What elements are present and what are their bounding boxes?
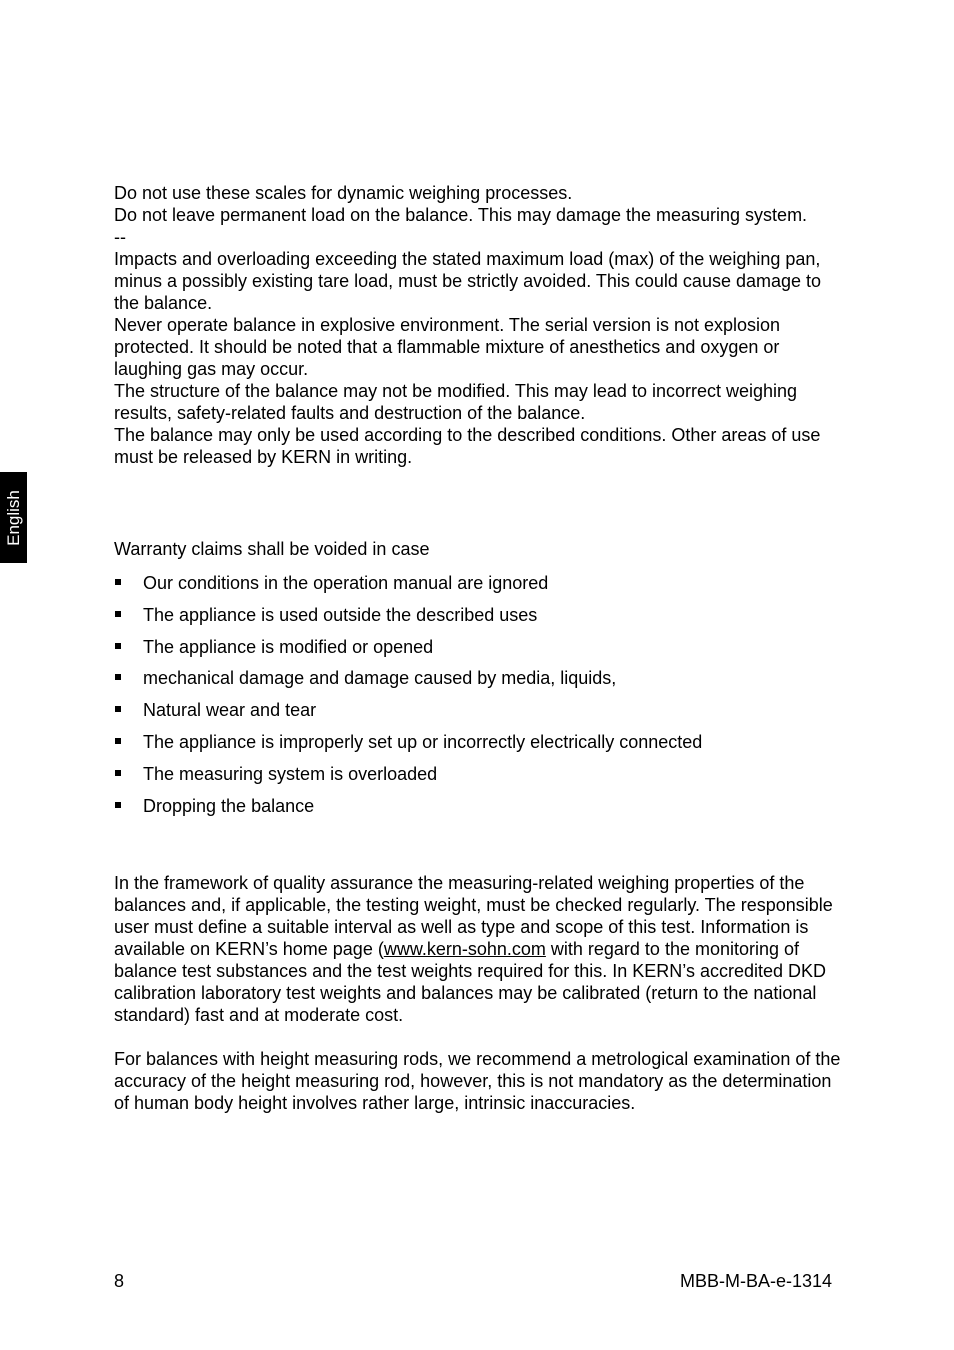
bullet-square-icon: [115, 770, 121, 776]
language-tab-label: English: [3, 489, 23, 546]
usage-paragraph: The structure of the balance may not be modified. This may lead to incorrect weighing results, safety-related faults and destruction of the balance.: [114, 381, 798, 423]
bullet-square-icon: [115, 674, 121, 680]
usage-notes: [114, 182, 841, 468]
monitoring-text-end: with regard to the monitoring of balance test substances and the test weights required for this. In KERN’s accredited DKD calibration laboratory test weights and balances may be calibrated (return to the national standard) fast and at moderate cost.: [114, 939, 827, 1025]
list-item: [114, 795, 841, 827]
bullet-square-icon: [115, 579, 121, 585]
usage-paragraph: Impacts and overloading exceeding the stated maximum load (max) of the weighing pan, minus a possibly existing tare load, must be strictly avoided. This could cause damage to the balance.: [114, 249, 822, 313]
list-item-text: mechanical damage and damage caused by media, liquids,: [143, 668, 617, 689]
usage-paragraph: Never operate balance in explosive environment. The serial version is not explosion protected. It should be noted that a flammable mixture of anesthetics and oxygen or laughing gas may occur.: [114, 315, 781, 379]
list-item-text: Dropping the balance: [143, 795, 315, 816]
bullet-square-icon: [115, 738, 121, 744]
list-item: [114, 572, 841, 604]
list-item: [114, 731, 841, 763]
usage-paragraph: Do not use these scales for dynamic weighing processes.: [114, 183, 573, 203]
list-item: [114, 636, 841, 668]
list-item-text: Our conditions in the operation manual are ignored: [143, 573, 549, 593]
list-item-text: The measuring system is overloaded: [143, 763, 438, 784]
list-item: [114, 667, 841, 699]
height-rod-paragraph: For balances with height measuring rods, we recommend a metrological examination of the accuracy of the height measuring rod, however, this is not mandatory as the determination of human body height involves rather large, intrinsic inaccuracies.: [114, 1049, 841, 1113]
list-item-text: The appliance is modified or opened: [143, 636, 434, 657]
bullet-square-icon: [115, 643, 121, 649]
usage-paragraph: The balance may only be used according to the described conditions. Other areas of use must be released by KERN in writing.: [114, 425, 821, 467]
list-item: [114, 763, 841, 795]
bullet-square-icon: [115, 611, 121, 617]
kern-website-link[interactable]: www.kern-sohn.com: [383, 939, 546, 959]
warranty-intro: [114, 538, 841, 560]
list-item-text: The appliance is improperly set up or incorrectly electrically connected: [143, 731, 703, 752]
document-code: MBB-M-BA-e-1314: [679, 1271, 832, 1291]
list-item: [114, 604, 841, 636]
warranty-intro-text: Warranty claims shall be voided in case: [114, 539, 430, 559]
bullet-square-icon: [115, 706, 121, 712]
list-item-text: The appliance is used outside the described uses: [143, 604, 538, 625]
usage-paragraph: --: [114, 227, 126, 247]
bullet-square-icon: [115, 802, 121, 808]
list-item-text: Natural wear and tear: [143, 700, 317, 721]
language-tab: [0, 472, 27, 563]
list-item: [114, 699, 841, 731]
page-number: 8: [114, 1271, 125, 1291]
monitoring-text-start: In the framework of quality assurance the measuring-related weighing properties of the balances and, if applicable, the testing weight, must be checked regularly. The responsible user must define a suitable interval as well as type and scope of this test. Information is available on KERN’s home page (: [114, 873, 833, 959]
warranty-conditions-list: [114, 572, 841, 826]
monitoring-paragraph: [114, 872, 841, 1026]
monitoring-section: [114, 872, 841, 1114]
usage-paragraph: Do not leave permanent load on the balance. This may damage the measuring system.: [114, 205, 808, 225]
